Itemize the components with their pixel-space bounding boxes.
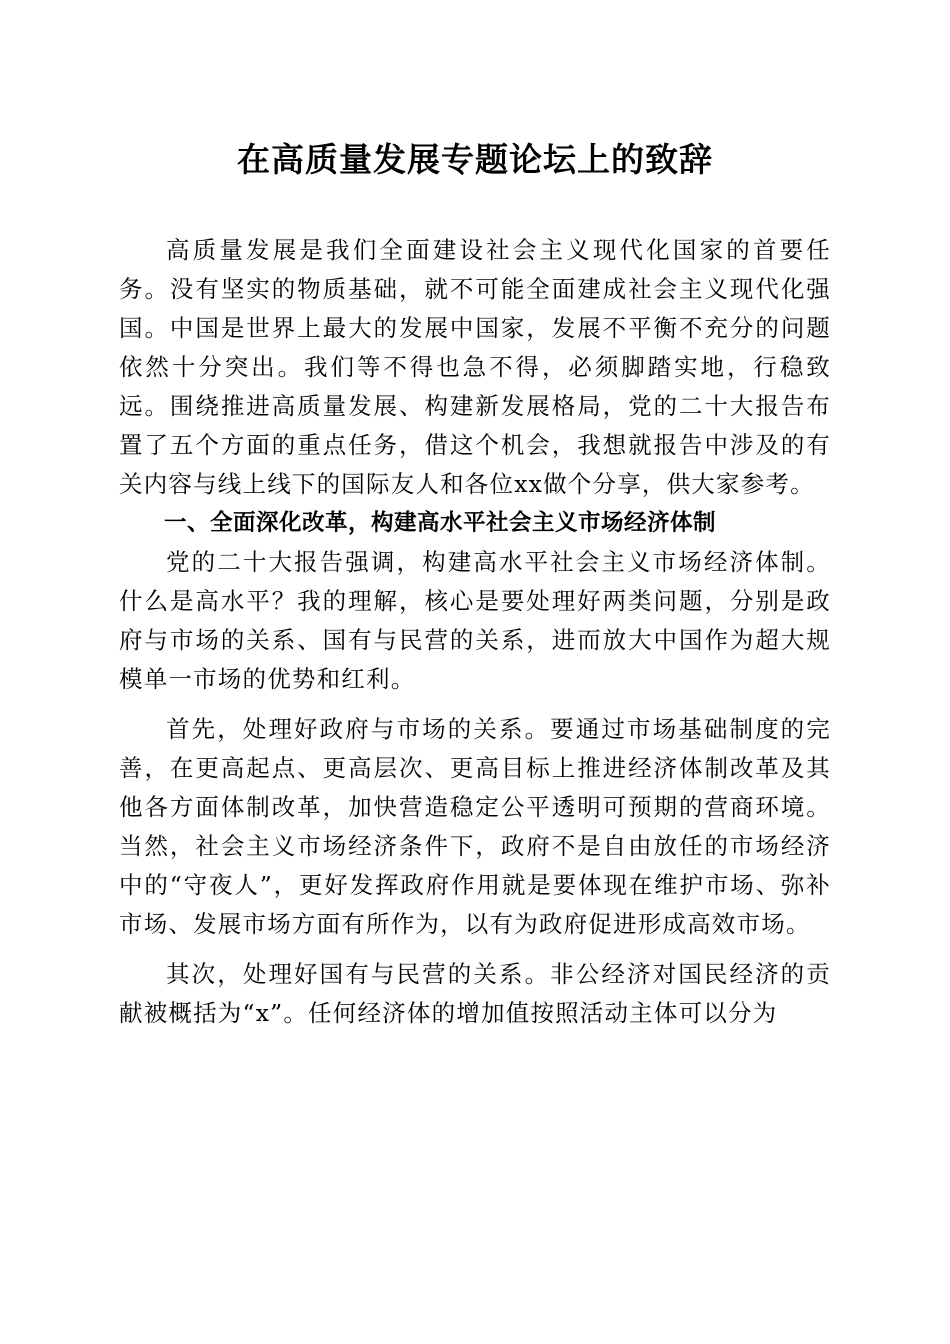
page-title: 在高质量发展专题论坛上的致辞 xyxy=(237,140,713,179)
section-heading-1: 一、全面深化改革，构建高水平社会主义市场经济体制 xyxy=(164,510,717,536)
section1-paragraph-3: 其次，处理好国有与民营的关系。非公经济对国民经济的贡献被概括为“x”。任何经济体的增加值按照活动主体可以分为 xyxy=(119,960,831,1027)
section1-paragraph-2: 首先，处理好政府与市场的关系。要通过市场基础制度的完善，在更高起点、更高层次、更高目标上推进经济体制改革及其他各方面体制改革，加快营造稳定公平透明可预期的营商环境。当然，社会主义市场经济条件下，政府不是自由放任的市场经济中的“守夜人”，更好发挥政府作用就是要体现在维护市场、弥补市场、发展市场方面有所作为，以有为政府促进形成高效市场。 xyxy=(119,715,831,938)
section1-paragraph-1: 党的二十大报告强调，构建高水平社会主义市场经济体制。什么是高水平？我的理解，核心是要处理好两类问题，分别是政府与市场的关系、国有与民营的关系，进而放大中国作为超大规模单一市场的优势和红利。 xyxy=(119,548,831,693)
intro-paragraph: 高质量发展是我们全面建设社会主义现代化国家的首要任务。没有坚实的物质基础，就不可能全面建成社会主义现代化强国。中国是世界上最大的发展中国家，发展不平衡不充分的问题依然十分突出。我们等不得也急不得，必须脚踏实地，行稳致远。围绕推进高质量发展、构建新发展格局，党的二十大报告布置了五个方面的重点任务，借这个机会，我想就报告中涉及的有关内容与线上线下的国际友人和各位xx做个分享，供大家参考。 xyxy=(119,236,831,498)
document-body xyxy=(119,231,831,1033)
